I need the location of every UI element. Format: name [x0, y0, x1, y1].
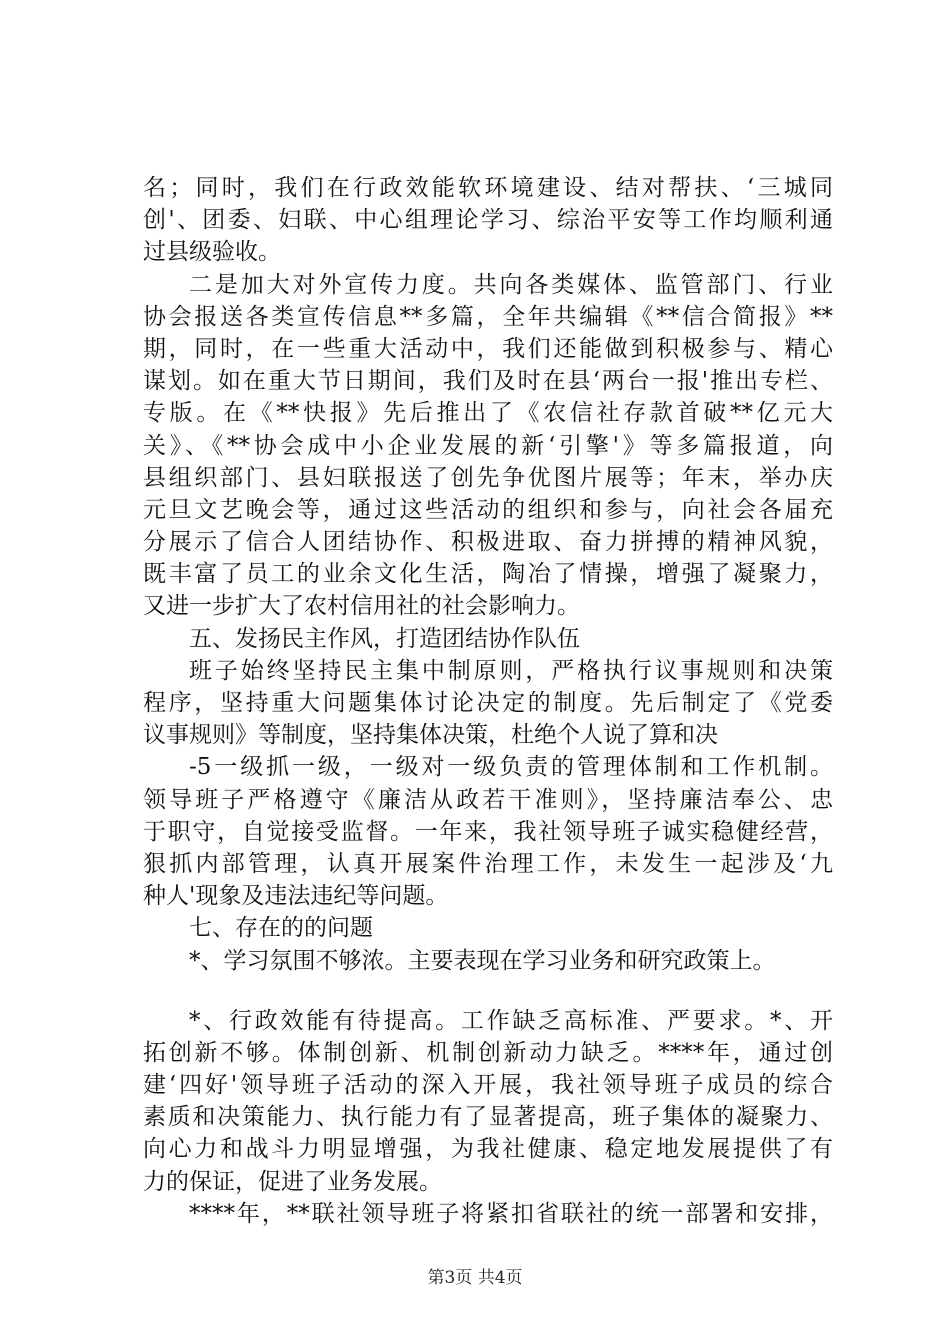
document-body [143, 172, 833, 1230]
text-line: 谋划。如在重大节日期间，我们及时在县‘两台一报'推出专栏、 [143, 368, 833, 395]
text-line: 力的保证，促进了业务发展。 [143, 1168, 442, 1195]
text-line: -5一级抓一级，一级对一级负责的管理体制和工作机制。 [189, 754, 833, 781]
text-line: 向心力和战斗力明显增强，为我社健康、稳定地发展提供了有 [143, 1136, 833, 1163]
text-line: 专版。在《**快报》先后推出了《农信社存款首破**亿元大 [143, 400, 833, 427]
text-line: 名；同时，我们在行政效能软环境建设、结对帮扶、‘三城同 [143, 175, 833, 201]
text-line: 过县级验收。 [143, 239, 281, 266]
text-line: 元旦文艺晚会等，通过这些活动的组织和参与，向社会各届充 [143, 496, 833, 523]
text-line: 领导班子严格遵守《廉洁从政若干准则》，坚持廉洁奉公、忠 [143, 786, 833, 813]
text-line: 程序，坚持重大问题集体讨论决定的制度。先后制定了《党委 [143, 690, 833, 716]
text-line: *、学习氛围不够浓。主要表现在学习业务和研究政策上。 [189, 947, 776, 974]
text-line: 建‘四好'领导班子活动的深入开展，我社领导班子成员的综合 [143, 1072, 833, 1099]
text-line: 创'、团委、妇联、中心组理论学习、综治平安等工作均顺利通 [143, 207, 833, 234]
text-line: 关》、《**协会成中小企业发展的新‘引擎'》等多篇报道，向 [143, 432, 833, 459]
text-line: 素质和决策能力、执行能力有了显著提高，班子集体的凝聚力、 [143, 1104, 833, 1131]
text-line: 班子始终坚持民主集中制原则，严格执行议事规则和决策 [189, 657, 833, 684]
section-heading: 七、存在的的问题 [189, 915, 373, 942]
text-line: 拓创新不够。体制创新、机制创新动力缺乏。****年，通过创 [143, 1039, 833, 1066]
text-line: 议事规则》等制度，坚持集体决策，杜绝个人说了算和决 [143, 722, 718, 749]
text-line: 县组织部门、县妇联报送了创先争优图片展等；年末，举办庆 [143, 464, 833, 491]
text-line: 期，同时，在一些重大活动中，我们还能做到积极参与、精心 [143, 335, 833, 362]
section-heading: 五、发扬民主作风，打造团结协作队伍 [189, 625, 580, 652]
text-line: 又进一步扩大了农村信用社的社会影响力。 [143, 593, 580, 620]
text-line: 于职守，自觉接受监督。一年来，我社领导班子诚实稳健经营， [143, 818, 833, 845]
text-line: 协会报送各类宣传信息**多篇，全年共编辑《**信合简报》** [143, 303, 833, 330]
paragraph-gap [143, 977, 833, 1005]
text-line: 狠抓内部管理，认真开展案件治理工作，未发生一起涉及‘九 [143, 850, 833, 877]
text-line: 二是加大对外宣传力度。共向各类媒体、监管部门、行业 [189, 271, 833, 298]
text-line: 分展示了信合人团结协作、积极进取、奋力拼搏的精神风貌， [143, 529, 833, 556]
text-line: 种人'现象及违法违纪等问题。 [143, 883, 449, 910]
text-line: ****年，**联社领导班子将紧扣省联社的统一部署和安排， [189, 1200, 833, 1227]
page-footer: 第3页 共4页 [427, 1268, 523, 1288]
text-line: 既丰富了员工的业余文化生活，陶冶了情操，增强了凝聚力， [143, 561, 833, 588]
text-line: *、行政效能有待提高。工作缺乏高标准、严要求。*、开 [189, 1007, 833, 1034]
